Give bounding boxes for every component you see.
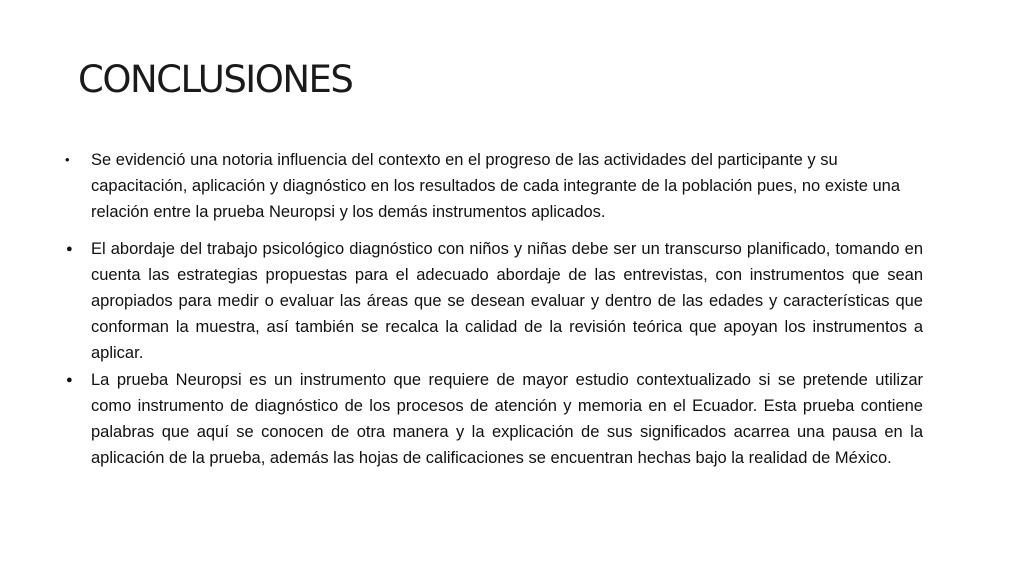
bullet-item-1 [63, 147, 943, 227]
bullet-marker-icon: ● [66, 374, 73, 386]
bullet-text-3: La prueba Neuropsi es un instrumento que requiere de mayor estudio contextualizado si se pretende utilizar como instrumento de diagnóstico de los procesos de atención y memoria en el Ecuador. Esta prueba contiene palabras que aquí se conocen de otra manera y la explicación de sus significados acarrea una pausa en la aplicación de la prueba, además las hojas de calificaciones se encuentran hechas bajo la realidad de México. [91, 371, 923, 467]
bullet-marker-icon: • [65, 152, 70, 167]
bullet-item-2 [63, 236, 943, 368]
bullet-text-1: Se evidenció una notoria influencia del contexto en el progreso de las actividades del participante y su capacitación, aplicación y diagnóstico en los resultados de cada integrante de la población pues, no existe una relación entre la prueba Neuropsi y los demás instrumentos aplicados. [91, 151, 901, 221]
bullet-marker-icon: ● [66, 243, 73, 255]
bullet-item-3 [63, 367, 943, 499]
bullet-text-2: El abordaje del trabajo psicológico diagnóstico con niños y niñas debe ser un transcurso planificado, tomando en cuenta las estrategias propuestas para el adecuado abordaje de las entrevistas, con instrumentos que sean apropiados para medir o evaluar las áreas que se desean evaluar y dentro de las edades y características que conforman la muestra, así también se recalca la calidad de la revisión teórica que apoyan los instrumentos a aplicar. [91, 240, 923, 362]
slide-title: CONCLUSIONES [78, 58, 353, 101]
